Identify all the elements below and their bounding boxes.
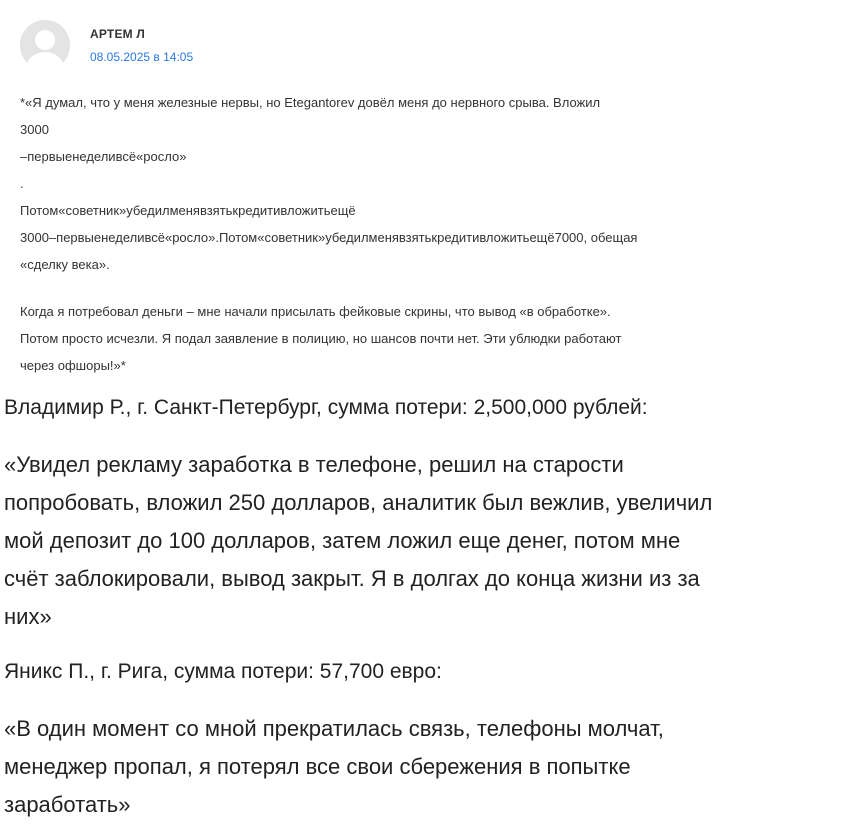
testimonial-quote-line: менеджер пропал, я потерял все свои сбережения в попытке — [4, 754, 631, 779]
comment-line: . — [20, 176, 24, 191]
avatar[interactable] — [20, 20, 70, 70]
comment-line: *«Я думал, что у меня железные нервы, но Etegantorev довёл меня до нервного срыва. Вложил — [20, 95, 601, 110]
testimonial-quote-line: «В один момент со мной прекратилась связь, телефоны молчат, — [4, 716, 664, 741]
comment-line: 3000 — [20, 122, 49, 137]
testimonial-quote-line: попробовать, вложил 250 долларов, аналитик был вежлив, увеличил — [4, 490, 713, 515]
comment-line: Когда я потребовал деньги – мне начали присылать фейковые скрины, что вывод «в обработке». — [20, 304, 611, 319]
comment-line: 3000–первыенеделивсё«росло».Потом«советник»убедилменявзятькредитивложитьещё7000, обещая — [20, 230, 638, 245]
comment-line: –первыенеделивсё«росло» — [20, 149, 187, 164]
testimonial-heading: Владимир Р., г. Санкт-Петербург, сумма потери: 2,500,000 рублей: — [4, 396, 648, 419]
testimonial-quote-line: «Увидел рекламу заработка в телефоне, решил на старости — [4, 452, 624, 477]
testimonial-quote-line: мой депозит до 100 долларов, затем ложил еще денег, потом мне — [4, 528, 681, 553]
comment-author: АРТЕМ Л — [90, 27, 145, 41]
comment-date-link[interactable]: 08.05.2025 в 14:05 — [90, 50, 194, 64]
comment-line: Потом«советник»убедилменявзятькредитивложитьещё — [20, 203, 356, 218]
user-silhouette-icon — [20, 20, 70, 70]
testimonial-quote-line: заработать» — [4, 792, 131, 817]
testimonial-heading: Яникс П., г. Рига, сумма потери: 57,700 евро: — [4, 660, 442, 683]
testimonial-quote-line: счёт заблокировали, вывод закрыт. Я в долгах до конца жизни из за — [4, 566, 700, 591]
comment-line: «сделку века». — [20, 257, 110, 272]
comment-line: Потом просто исчезли. Я подал заявление в полицию, но шансов почти нет. Эти ублюдки работают — [20, 331, 622, 346]
testimonial-quote-line: них» — [4, 604, 52, 629]
comment-line: через офшоры!»* — [20, 358, 126, 373]
